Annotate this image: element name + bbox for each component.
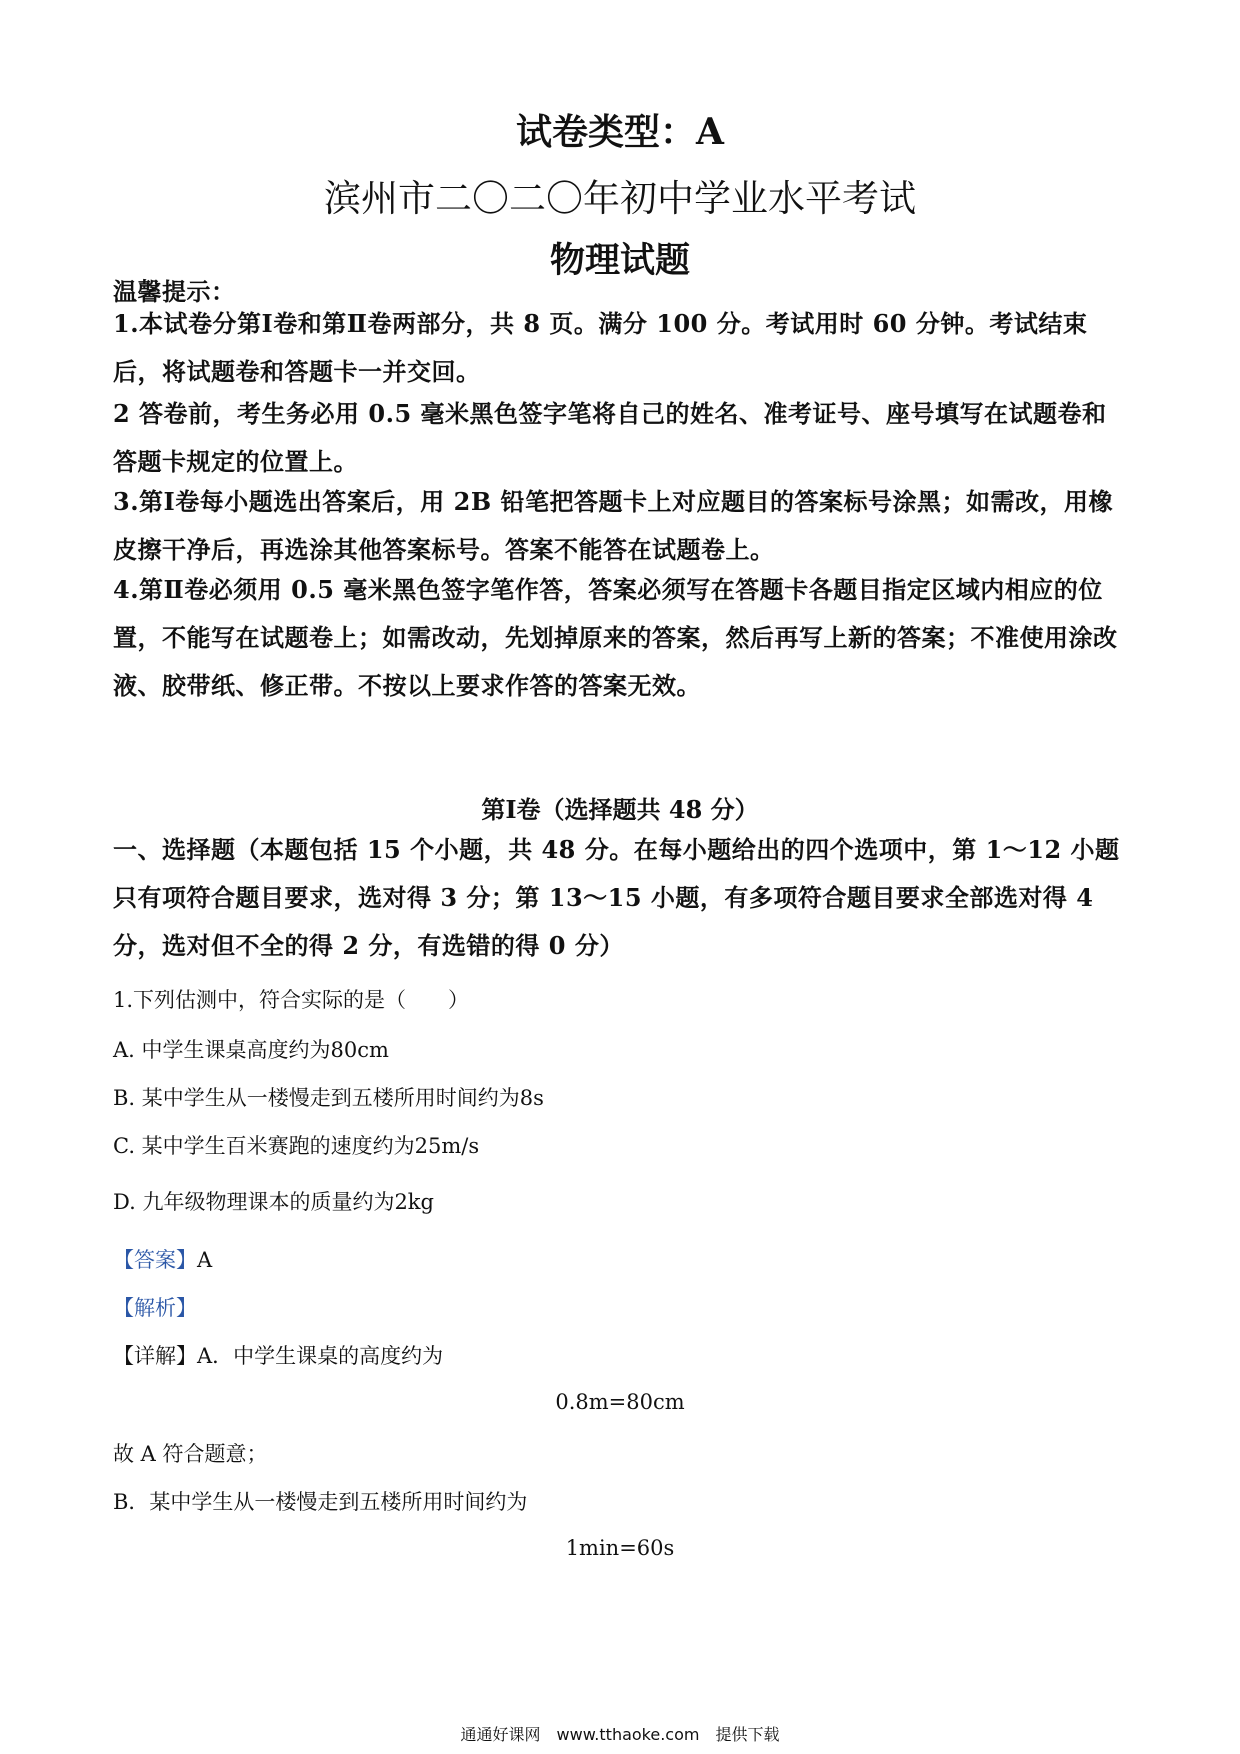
section-instructions: 一、选择题（本题包括 15 个小题，共 48 分。在每小题给出的四个选项中，第 1～12 小题只有项符合题目要求，选对得 3 分；第 13～15 小题，有多项符合题目要求全部选对得 4 分，选对但不全的得 2 分，有选错的得 0 分） xyxy=(113,835,1120,960)
formula-2: 1min=60s xyxy=(565,1536,675,1560)
footer-source: 通通好课网 www.tthaoke.com 提供下载 xyxy=(460,1725,780,1744)
question-stem: 1.下列估测中，符合实际的是（ ） xyxy=(113,988,470,1012)
answer-value: A xyxy=(197,1248,213,1272)
notice-item-1: 1.本试卷分第Ⅰ卷和第Ⅱ卷两部分，共 8 页。满分 100 分。考试用时 60 分钟。考试结束后，将试题卷和答题卡一并交回。 xyxy=(113,309,1088,386)
option-b: B. 某中学生从一楼慢走到五楼所用时间约为8s xyxy=(113,1086,544,1110)
notice-item-3: 3.第Ⅰ卷每小题选出答案后，用 2B 铅笔把答题卡上对应题目的答案标号涂黑；如需改，用橡皮擦干净后，再选涂其他答案标号。答案不能答在试题卷上。 xyxy=(113,487,1113,564)
conclusion-a: 故 A 符合题意； xyxy=(113,1442,268,1466)
analysis-tag: 【解析】 xyxy=(113,1296,197,1320)
answer-tag: 【答案】 xyxy=(113,1248,197,1272)
notice-item-4: 4.第Ⅱ卷必须用 0.5 毫米黑色签字笔作答，答案必须写在答题卡各题目指定区域内相应的位置，不能写在试题卷上；如需改动，先划掉原来的答案，然后再写上新的答案；不准使用涂改液、胶带纸、修正带。不按以上要求作答的答案无效。 xyxy=(113,575,1118,700)
detail-a: 【详解】A．中学生课桌的高度约为 xyxy=(113,1344,444,1368)
option-a: A. 中学生课桌高度约为80cm xyxy=(113,1038,389,1062)
exam-title: 滨州市二〇二〇年初中学业水平考试 xyxy=(324,177,916,220)
formula-1: 0.8m=80cm xyxy=(555,1390,685,1414)
subject-title: 物理试题 xyxy=(549,240,690,281)
notice-heading: 温馨提示： xyxy=(113,277,236,306)
option-d: D. 九年级物理课本的质量约为2kg xyxy=(113,1190,434,1214)
detail-b: B．某中学生从一楼慢走到五楼所用时间约为 xyxy=(113,1490,528,1514)
section-title: 第Ⅰ卷（选择题共 48 分） xyxy=(481,795,759,824)
paper-type: 试卷类型：A xyxy=(516,111,724,153)
notice-item-2: 2 答卷前，考生务必用 0.5 毫米黑色签字笔将自己的姓名、准考证号、座号填写在试题卷和答题卡规定的位置上。 xyxy=(113,399,1107,476)
answer-line xyxy=(113,1244,212,1274)
option-c: C. 某中学生百米赛跑的速度约为25m/s xyxy=(113,1134,480,1158)
